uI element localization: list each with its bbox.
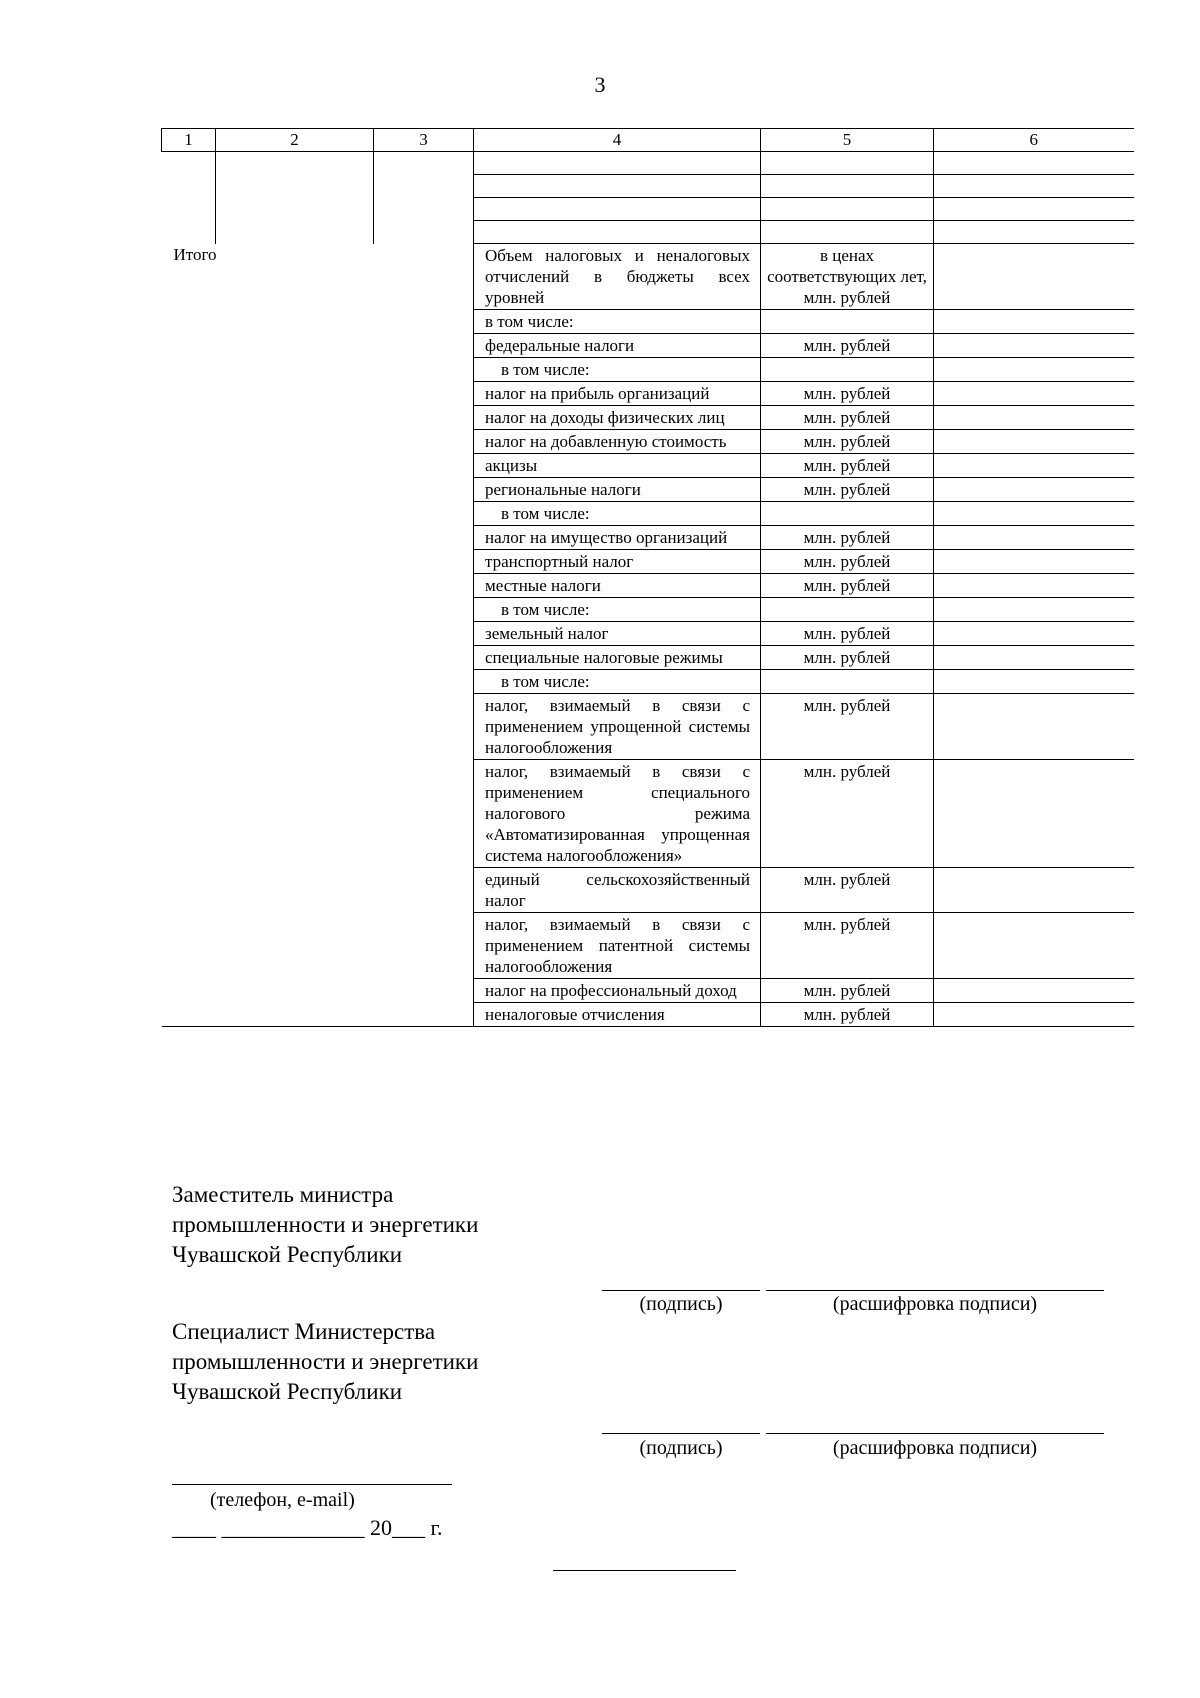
unit-cell: млн. рублей (761, 979, 934, 1003)
unit-cell: млн. рублей (761, 646, 934, 670)
unit-cell: в ценах соответствующих лет, млн. рублей (761, 244, 934, 310)
value-cell (934, 454, 1134, 478)
blank-cell (474, 221, 761, 244)
unit-cell: млн. рублей (761, 382, 934, 406)
unit-cell: млн. рублей (761, 760, 934, 868)
indicator-cell: в том числе: (474, 310, 761, 334)
value-cell (934, 670, 1134, 694)
value-cell (934, 478, 1134, 502)
date-line: ____ _____________ 20___ г. (172, 1515, 443, 1540)
blank-row (162, 152, 1134, 175)
indicator-cell: неналоговые отчисления (474, 1003, 761, 1027)
specialist-title: Специалист Министерства промышленности и энергетики Чувашской Республики (172, 1319, 479, 1404)
decoding-line (766, 1290, 1104, 1291)
total-label: Итого (162, 244, 474, 1027)
unit-cell: млн. рублей (761, 574, 934, 598)
deputy-minister-title: Заместитель министра промышленности и энергетики Чувашской Республики (172, 1182, 479, 1267)
indicator-cell: налог на доходы физических лиц (474, 406, 761, 430)
blank-cell (934, 175, 1134, 198)
unit-cell (761, 310, 934, 334)
unit-cell: млн. рублей (761, 622, 934, 646)
blank-cell (761, 221, 934, 244)
indicator-cell: налог, взимаемый в связи с применением упрощенной системы налогообложения (474, 694, 761, 760)
column-header: 3 (374, 129, 474, 152)
value-cell (934, 694, 1134, 760)
blank-cell (934, 198, 1134, 221)
value-cell (934, 1003, 1134, 1027)
value-cell (934, 406, 1134, 430)
table-row (162, 244, 1134, 310)
value-cell (934, 502, 1134, 526)
value-cell (934, 550, 1134, 574)
blank-cell (761, 152, 934, 175)
indicator-cell: единый сельскохозяйственный налог (474, 868, 761, 913)
indicator-cell: региональные налоги (474, 478, 761, 502)
contact-line (172, 1484, 452, 1485)
column-header: 4 (474, 129, 761, 152)
value-cell (934, 358, 1134, 382)
column-header: 5 (761, 129, 934, 152)
blank-cell (162, 152, 216, 244)
value-cell (934, 913, 1134, 979)
column-header: 6 (934, 129, 1134, 152)
indicator-cell: федеральные налоги (474, 334, 761, 358)
blank-cell (761, 175, 934, 198)
contact-caption: (телефон, e-mail) (210, 1489, 355, 1511)
value-cell (934, 598, 1134, 622)
value-cell (934, 430, 1134, 454)
indicator-cell: специальные налоговые режимы (474, 646, 761, 670)
value-cell (934, 646, 1134, 670)
unit-cell: млн. рублей (761, 454, 934, 478)
indicator-cell: налог, взимаемый в связи с применением патентной системы налогообложения (474, 913, 761, 979)
indicator-cell: акцизы (474, 454, 761, 478)
indicator-cell: Объем налоговых и неналоговых отчислений в бюджеты всех уровней (474, 244, 761, 310)
signature-caption: (подпись) (639, 1293, 723, 1315)
value-cell (934, 868, 1134, 913)
value-cell (934, 334, 1134, 358)
unit-cell: млн. рублей (761, 478, 934, 502)
indicator-cell: земельный налог (474, 622, 761, 646)
unit-cell: млн. рублей (761, 550, 934, 574)
column-header: 2 (216, 129, 374, 152)
unit-cell: млн. рублей (761, 694, 934, 760)
signature-caption: (подпись) (639, 1437, 723, 1459)
signature-line (602, 1433, 760, 1434)
signature-line (602, 1290, 760, 1291)
value-cell (934, 622, 1134, 646)
indicator-cell: местные налоги (474, 574, 761, 598)
unit-cell (761, 358, 934, 382)
value-cell (934, 574, 1134, 598)
blank-cell (474, 175, 761, 198)
value-cell (934, 526, 1134, 550)
blank-cell (934, 221, 1134, 244)
decoding-caption: (расшифровка подписи) (832, 1293, 1038, 1315)
value-cell (934, 310, 1134, 334)
indicator-cell: налог на профессиональный доход (474, 979, 761, 1003)
indicator-cell: налог, взимаемый в связи с применением специального налогового режима «Автоматизированная упрощенная система налогообложения» (474, 760, 761, 868)
indicator-cell: налог на прибыль организаций (474, 382, 761, 406)
blank-cell (216, 152, 374, 244)
column-header: 1 (162, 129, 216, 152)
indicator-cell: в том числе: (474, 502, 761, 526)
indicator-cell: в том числе: (474, 670, 761, 694)
blank-cell (474, 198, 761, 221)
indicator-cell: в том числе: (474, 358, 761, 382)
indicator-cell: налог на имущество организаций (474, 526, 761, 550)
unit-cell: млн. рублей (761, 430, 934, 454)
value-cell (934, 382, 1134, 406)
unit-cell (761, 502, 934, 526)
unit-cell: млн. рублей (761, 868, 934, 913)
decoding-caption: (расшифровка подписи) (832, 1437, 1038, 1459)
page-number: 3 (594, 72, 606, 97)
indicator-cell: в том числе: (474, 598, 761, 622)
value-cell (934, 979, 1134, 1003)
blank-cell (374, 152, 474, 244)
unit-cell: млн. рублей (761, 334, 934, 358)
indicator-cell: налог на добавленную стоимость (474, 430, 761, 454)
unit-cell: млн. рублей (761, 1003, 934, 1027)
end-rule (553, 1570, 736, 1571)
indicator-cell: транспортный налог (474, 550, 761, 574)
blank-cell (934, 152, 1134, 175)
blank-cell (761, 198, 934, 221)
unit-cell: млн. рублей (761, 913, 934, 979)
value-cell (934, 244, 1134, 310)
unit-cell (761, 598, 934, 622)
unit-cell: млн. рублей (761, 526, 934, 550)
blank-cell (474, 152, 761, 175)
unit-cell: млн. рублей (761, 406, 934, 430)
unit-cell (761, 670, 934, 694)
decoding-line (766, 1433, 1104, 1434)
value-cell (934, 760, 1134, 868)
table-header-row (162, 129, 1134, 152)
tax-table (161, 128, 1134, 1027)
